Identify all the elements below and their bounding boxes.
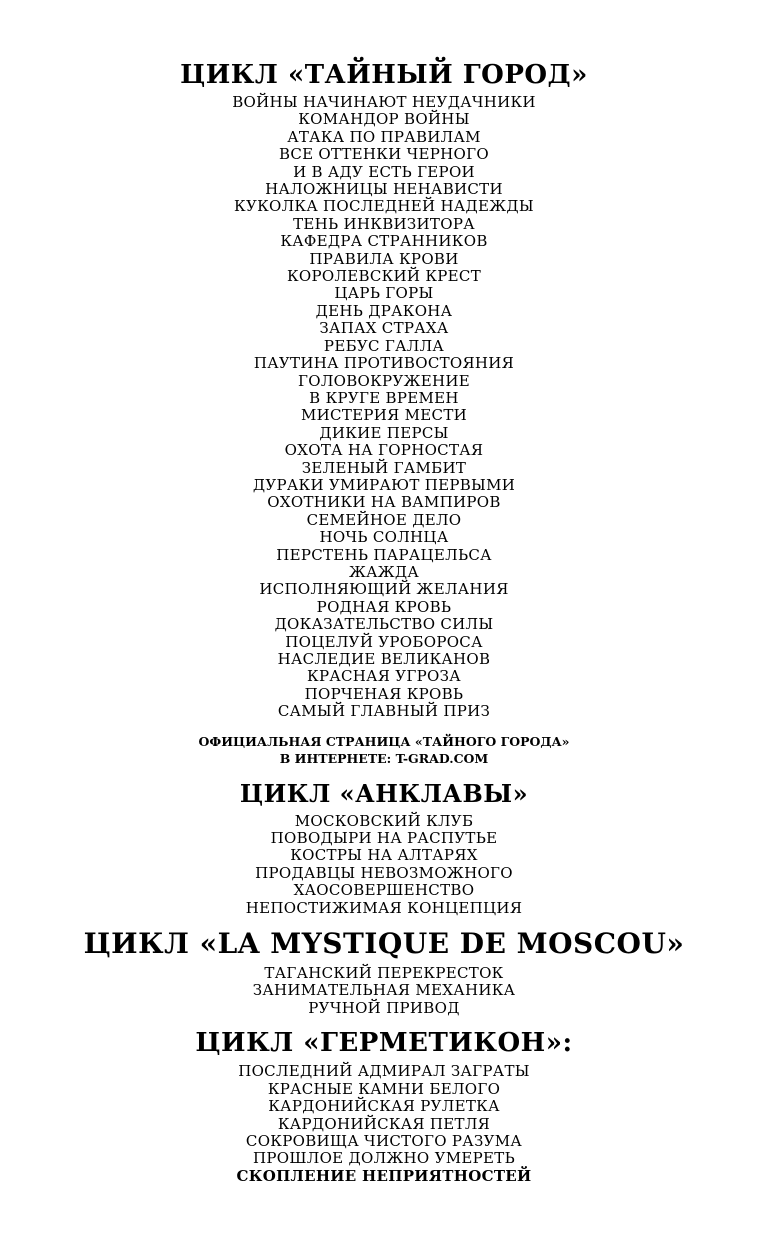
book-item: КАФЕДРА СТРАННИКОВ [280,232,488,251]
cycle-secret-city [0,60,768,767]
book-item: ЖАЖДА [348,562,420,581]
book-item: НЕПОСТИЖИМАЯ КОНЦЕПЦИЯ [245,898,523,917]
book-item: РУЧНОЙ ПРИВОД [308,998,460,1017]
book-item: ПОРЧЕНАЯ КРОВЬ [304,684,464,703]
book-item: КУКОЛКА ПОСЛЕДНЕЙ НАДЕЖДЫ [234,197,534,216]
cycle-title: ЦИКЛ «ГЕРМЕТИКОН»: [195,1028,573,1059]
book-item: КАРДОНИЙСКАЯ РУЛЕТКА [268,1097,500,1116]
book-item: ТАГАНСКИЙ ПЕРЕКРЕСТОК [264,964,504,983]
book-item: МИСТЕРИЯ МЕСТИ [301,406,467,425]
book-item: ПОВОДЫРИ НА РАСПУТЬЕ [270,829,498,848]
book-item: МОСКОВСКИЙ КЛУБ [294,811,474,830]
book-item: ВОЙНЫ НАЧИНАЮТ НЕУДАЧНИКИ [232,93,536,111]
book-item: ЗАПАХ СТРАХА [319,319,449,338]
official-site-note [0,733,768,767]
book-item: НАСЛЕДИЕ ВЕЛИКАНОВ [277,650,491,668]
book-item: ИСПОЛНЯЮЩИЙ ЖЕЛАНИЯ [259,580,509,599]
book-item: ЦАРЬ ГОРЫ [334,284,434,303]
cycle-la-mystique-de-moscou [0,927,768,1017]
book-item: КРАСНАЯ УГРОЗА [307,667,461,686]
book-item: ОХОТНИКИ НА ВАМПИРОВ [267,493,501,512]
book-item: СЕМЕЙНОЕ ДЕЛО [306,510,462,529]
cycle-title: ЦИКЛ «ТАЙНЫЙ ГОРОД» [180,60,588,90]
book-item: КРАСНЫЕ КАМНИ БЕЛОГО [267,1079,501,1098]
book-item: ДОКАЗАТЕЛЬСТВО СИЛЫ [274,615,494,634]
book-item: СКОПЛЕНИЕ НЕПРИЯТНОСТЕЙ [236,1166,532,1185]
book-item: В КРУГЕ ВРЕМЕН [309,388,459,407]
book-item: ПОСЛЕДНИЙ АДМИРАЛ ЗАГРАТЫ [238,1062,530,1081]
book-item: И В АДУ ЕСТЬ ГЕРОИ [293,162,475,181]
book-item: САМЫЙ ГЛАВНЫЙ ПРИЗ [277,702,491,721]
book-item: ЗАНИМАТЕЛЬНАЯ МЕХАНИКА [252,981,516,1000]
book-item: КОСТРЫ НА АЛТАРЯХ [290,846,478,865]
book-list [0,94,768,721]
cycle-title: ЦИКЛ «LA MYSTIQUE DE MOSCOU» [83,927,685,961]
official-site-note-line2: В ИНТЕРНЕТЕ: T-GRAD.COM [279,750,489,766]
book-item: ВСЕ ОТТЕНКИ ЧЕРНОГО [279,145,489,164]
official-site-note-line1: ОФИЦИАЛЬНАЯ СТРАНИЦА «ТАЙНОГО ГОРОДА» [198,733,570,749]
book-item: ПРОДАВЦЫ НЕВОЗМОЖНОГО [255,863,513,882]
book-item: НАЛОЖНИЦЫ НЕНАВИСТИ [265,180,503,199]
book-item: ПОЦЕЛУЙ УРОБОРОСА [285,632,483,651]
book-item: СОКРОВИЩА ЧИСТОГО РАЗУМА [245,1131,523,1150]
book-item: КОРОЛЕВСКИЙ КРЕСТ [286,267,482,286]
book-item: РОДНАЯ КРОВЬ [316,597,452,616]
book-item: КАРДОНИЙСКАЯ ПЕТЛЯ [277,1114,491,1133]
cycle-hermetikon [0,1027,768,1185]
book-item: ДЕНЬ ДРАКОНА [315,301,453,320]
book-item: ДИКИЕ ПЕРСЫ [319,423,449,442]
book-item: ТЕНЬ ИНКВИЗИТОРА [293,214,475,233]
book-item: КОМАНДОР ВОЙНЫ [298,110,470,129]
book-item: ПАУТИНА ПРОТИВОСТОЯНИЯ [253,354,515,373]
book-list [0,1063,768,1185]
cycle-enclaves [0,779,768,917]
book-list [0,813,768,917]
cycle-title: ЦИКЛ «АНКЛАВЫ» [239,778,529,808]
book-item: НОЧЬ СОЛНЦА [319,528,449,547]
book-item: ХАОСОВЕРШЕНСТВО [293,881,475,900]
book-item: ДУРАКИ УМИРАЮТ ПЕРВЫМИ [252,475,516,494]
book-item: АТАКА ПО ПРАВИЛАМ [287,127,481,146]
book-item: ОХОТА НА ГОРНОСТАЯ [284,441,484,460]
book-item: ГОЛОВОКРУЖЕНИЕ [297,371,471,390]
book-item: РЕБУС ГАЛЛА [323,336,445,355]
book-list [0,965,768,1017]
book-item: ПРАВИЛА КРОВИ [309,249,459,268]
book-item: ПЕРСТЕНЬ ПАРАЦЕЛЬСА [276,545,492,564]
book-item: ПРОШЛОЕ ДОЛЖНО УМЕРЕТЬ [252,1149,516,1168]
book-item: ЗЕЛЕНЫЙ ГАМБИТ [301,458,467,477]
